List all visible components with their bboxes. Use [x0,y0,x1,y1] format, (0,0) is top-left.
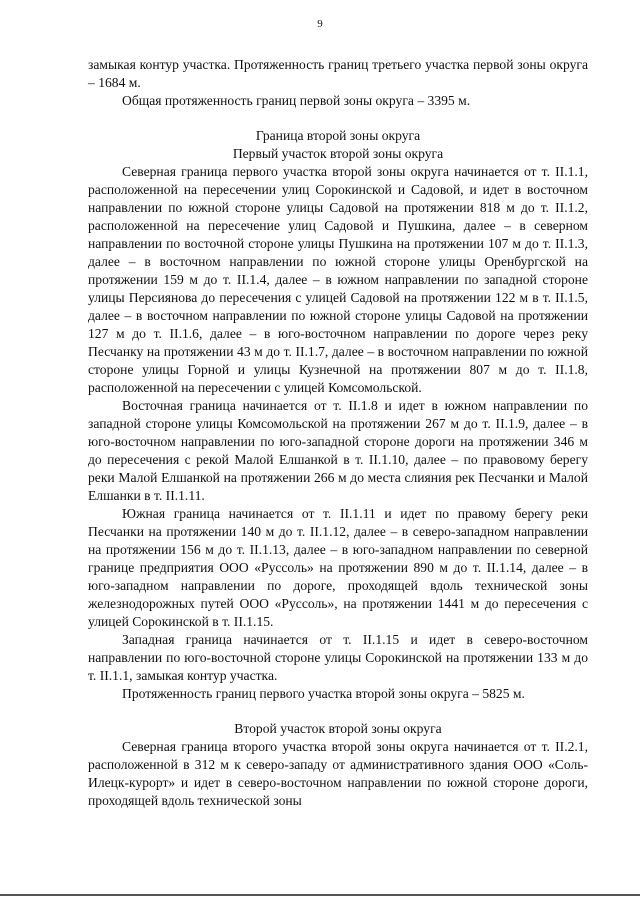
paragraph-south-border: Южная граница начинается от т. II.1.11 и идет по правому берегу реки Песчанки на протяжении 140 м до т. II.1.12, далее – в северо-западном направлении на протяжении 156 м до т. II.1.13, далее – в юго-западном направлении по северной границе предприятия ООО «Руссоль» на протяжении 890 м до т. II.1.14, далее – в юго-западном направлении по дороге, проходящей вдоль технической зоны железнодорожных путей ООО «Руссоль», на протяжении 1441 м до пересечения с улицей Сорокинской в т. II.1.15. [88,506,588,629]
section-title-plot2: Второй участок второй зоны округа [234,721,442,736]
paragraph-plot2-north-border: Северная граница второго участка второй зоны округа начинается от т. II.2.1, расположенной в 312 м к северо-западу от административного здания ООО «Соль-Илецк-курорт» и идет в северо-восточном направлении по южной стороне дороги, проходящей вдоль технической зоны [88,739,588,808]
scan-bottom-edge [0,894,640,896]
spacer [88,110,588,127]
document-body [88,56,588,810]
paragraph: замыкая контур участка. Протяженность границ третьего участка первой зоны округа – 1684 м. [88,57,588,90]
section-title-zone2: Граница второй зоны округа [255,128,421,143]
section-subtitle-plot1: Первый участок второй зоны округа [232,146,444,161]
paragraph-east-border: Восточная граница начинается от т. II.1.8 и идет в южном направлении по западной стороне улицы Комсомольской на протяжении 267 м до т. II.1.9, далее – в юго-восточном направлении по юго-западной стороне дороги на протяжении 346 м до пересечения с рекой Малой Елшанкой в т. II.1.10, далее – по правовому берегу реки Малой Елшанкой на протяжении 266 м до места слияния рек Песчанки и Малой Елшанки в т. II.1.11. [88,398,588,503]
spacer [88,703,588,720]
paragraph-plot1-length: Протяженность границ первого участка второй зоны округа – 5825 м. [122,686,525,701]
page-number: 9 [317,18,323,30]
paragraph-total-length-zone1: Общая протяженность границ первой зоны округа – 3395 м. [122,93,471,108]
paragraph-west-border: Западная граница начинается от т. II.1.15 и идет в северо-восточном направлении по юго-восточной стороне улицы Сорокинской на протяжении 133 м до т. II.1.1, замыкая контур участка. [88,632,588,683]
paragraph-north-border: Северная граница первого участка второй зоны округа начинается от т. II.1.1, расположенной на пересечении улиц Сорокинской и Садовой, и идет в восточном направлении по южной стороне улицы Садовой на протяжении 818 м до т. II.1.2, расположенной на пересечение улиц Садовой и Пушкина, далее – в северном направлении по восточной стороне улицы Пушкина на протяжении 107 м до т. II.1.3, далее – в восточном направлении по южной стороне улицы Оренбургской на протяжении 159 м до т. II.1.4, далее – в южном направлении по западной стороне улицы Персиянова до пересечения с улицей Садовой на протяжении 122 м в т. II.1.5, далее – в восточном направлении по южной стороне улицы Садовой на протяжении 127 м до т. II.1.6, далее – в юго-восточном направлении по дороге через реку Песчанку на протяжении 43 м до т. II.1.7, далее – в восточном направлении по южной стороне улицы Горной и улицы Кузнечной на протяжении 807 м до т. II.1.8, расположенной на пересечении с улицей Комсомольской. [88,164,588,395]
